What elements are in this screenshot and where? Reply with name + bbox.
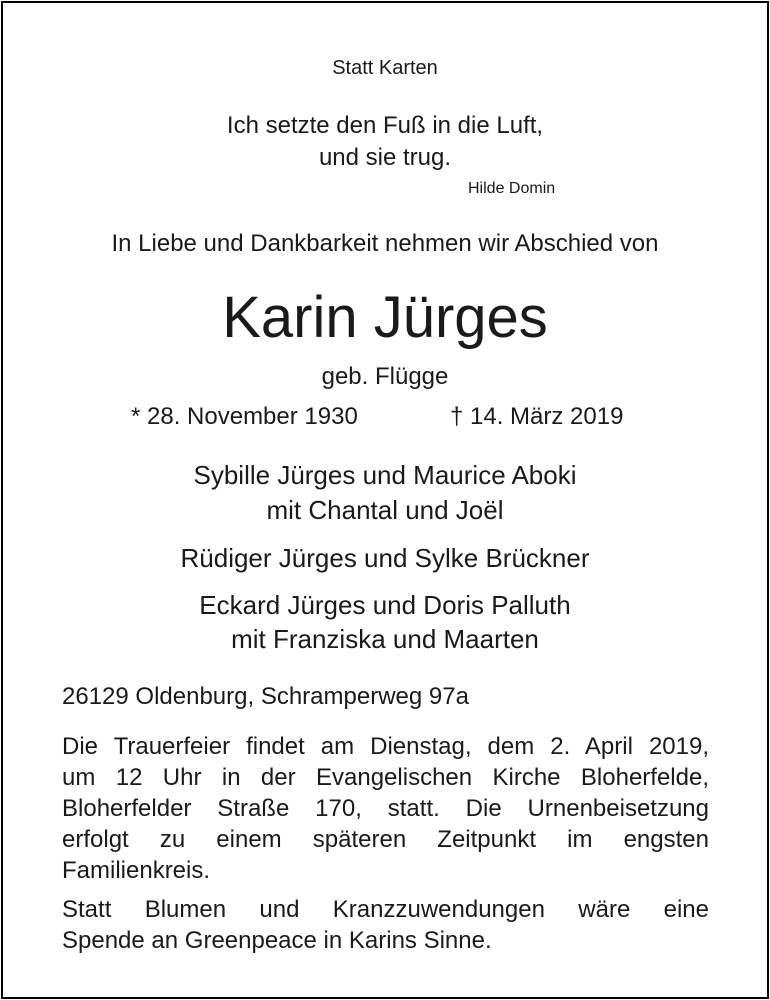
mourner-line: Sybille Jürges und Maurice Aboki <box>193 460 577 490</box>
funeral-paragraph <box>62 731 709 886</box>
mourner-line: Rüdiger Jürges und Sylke Brückner <box>180 543 590 573</box>
quote-author: Hilde Domin <box>468 180 556 197</box>
paragraph-line: Bloherfelder Straße 170, statt. Die Urnenbeisetzung <box>62 795 709 822</box>
intro-text: Statt Karten <box>332 57 438 79</box>
lead-text: In Liebe und Dankbarkeit nehmen wir Abschied von <box>111 230 659 257</box>
paragraph-line: um 12 Uhr in der Evangelischen Kirche Bloherfelde, <box>62 764 709 791</box>
quote-line-2: und sie trug. <box>318 144 452 171</box>
mourner-line: mit Chantal und Joël <box>266 495 504 525</box>
deceased-name: Karin Jürges <box>222 285 548 350</box>
birth-date: * 28. November 1930 <box>131 403 358 430</box>
quote-line-1: Ich setzte den Fuß in die Luft, <box>226 112 544 139</box>
birth-name: geb. Flügge <box>321 363 449 390</box>
paragraph-line: Spende an Greenpeace in Karins Sinne. <box>62 927 492 954</box>
family-address: 26129 Oldenburg, Schramperweg 97a <box>62 683 469 710</box>
paragraph-line: Die Trauerfeier findet am Dienstag, dem 2. April 2019, <box>62 733 709 760</box>
mourner-line: mit Franziska und Maarten <box>231 624 539 654</box>
donation-paragraph <box>62 894 709 956</box>
paragraph-line: Statt Blumen und Kranzzuwendungen wäre eine <box>62 896 709 923</box>
death-date: † 14. März 2019 <box>450 403 624 430</box>
paragraph-line: erfolgt zu einem späteren Zeitpunkt im engsten <box>62 826 709 853</box>
mourner-line: Eckard Jürges und Doris Palluth <box>199 590 571 620</box>
paragraph-line: Familienkreis. <box>62 857 211 884</box>
